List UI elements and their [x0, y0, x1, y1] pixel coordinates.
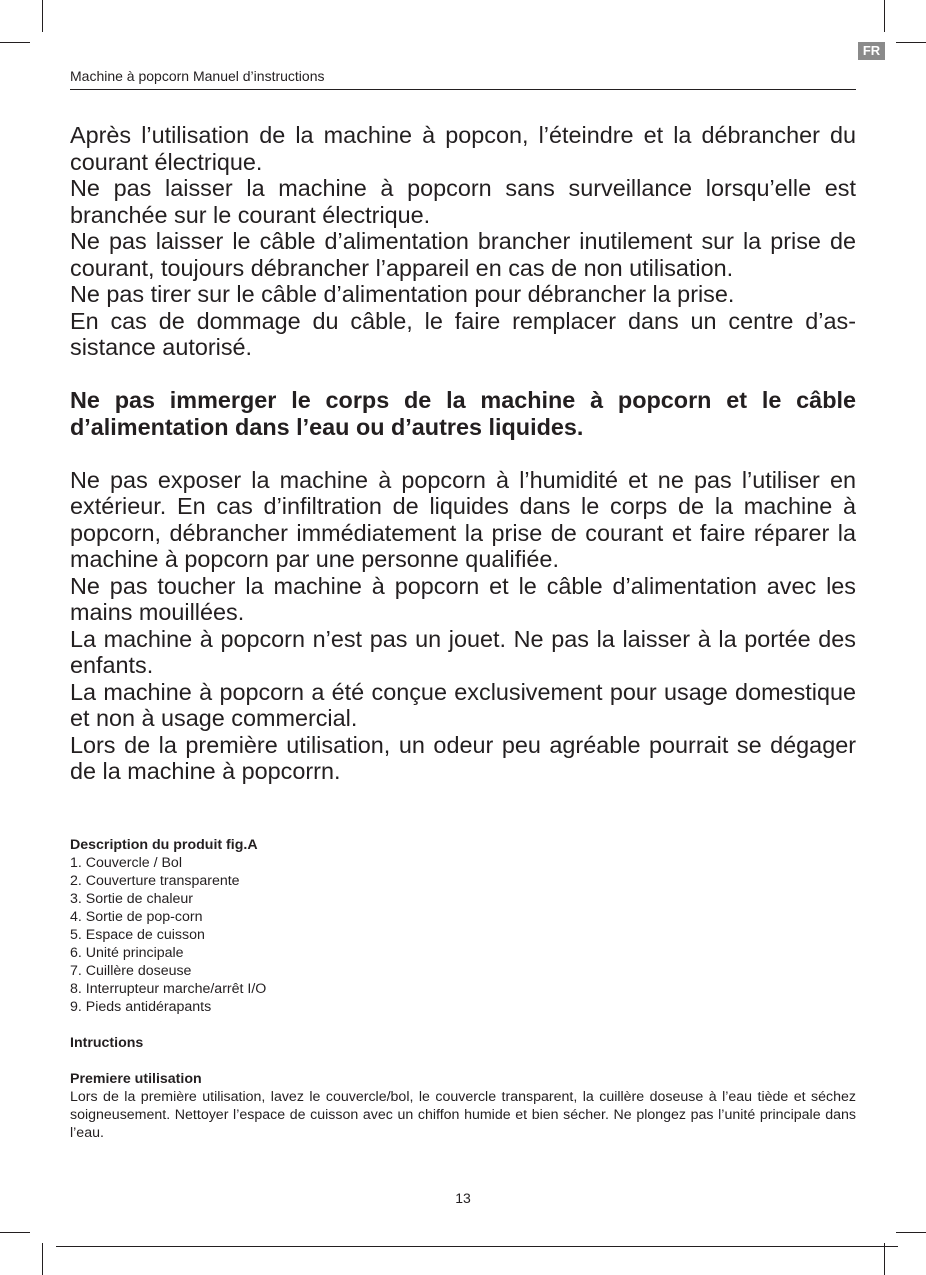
list-item: 9. Pieds antidérapants: [70, 999, 212, 1015]
header-title: Machine à popcorn Manuel d’instructions: [70, 68, 325, 84]
list-item: 8. Interrupteur marche/arrêt I/O: [70, 981, 267, 997]
safety-paragraph: Après l’utilisation de la machine à popcon, l’éteindre et la débrancher du courant électrique.: [70, 122, 856, 175]
page-number: 13: [455, 1190, 471, 1206]
safety-paragraph: Lors de la première utilisation, un odeur peu agréable pourrait se dégager de la machine à popcorrn.: [70, 731, 856, 784]
list-item: 5. Espace de cuisson: [70, 927, 205, 943]
list-item: 2. Couverture transparente: [70, 873, 240, 889]
safety-paragraph: Ne pas laisser le câble d’alimentation brancher inutilement sur la prise de courant, toujours débrancher l’appareil en cas de non utilisation.: [70, 228, 856, 281]
language-badge: FR: [858, 42, 885, 60]
immersion-warning: Ne pas immerger le corps de la machine à popcorn et le câble d’alimentation dans l’eau ou d’autres liquides.: [70, 387, 856, 440]
product-section: [70, 836, 856, 1142]
list-item: 7. Cuillère doseuse: [70, 963, 192, 979]
crop-mark: [896, 42, 926, 43]
list-item: 6. Unité principale: [70, 945, 184, 961]
crop-mark: [896, 1232, 926, 1233]
safety-paragraph: En cas de dommage du câble, le faire remplacer dans un centre d’assistance autorisé.: [70, 307, 856, 360]
footer-divider: [56, 1246, 898, 1247]
crop-mark: [0, 42, 30, 43]
product-description-heading: Description du produit fig.A: [70, 837, 258, 853]
crop-mark: [42, 0, 43, 32]
safety-paragraph: La machine à popcorn n’est pas un jouet. Ne pas la laisser à la portée des enfants.: [70, 625, 856, 678]
list-item: 1. Couvercle / Bol: [70, 855, 182, 871]
list-item: 4. Sortie de pop-corn: [70, 909, 203, 925]
safety-paragraph: Ne pas laisser la machine à popcorn sans surveillance lorsqu’elle est branchée sur le courant électrique.: [70, 175, 856, 228]
safety-paragraph: Ne pas tirer sur le câble d’alimentation pour débrancher la prise.: [70, 281, 735, 307]
instructions-heading: Intructions: [70, 1035, 144, 1051]
safety-paragraph: Ne pas exposer la machine à popcorn à l’humidité et ne pas l’utiliser en extérieur. En cas d’infiltration de liquides dans le corps de la machine à popcorn, débrancher immédiatement la prise de courant et faire réparer la machine à popcorn par une personne qualifiée.: [70, 466, 856, 572]
safety-paragraph: Ne pas toucher la machine à popcorn et le câble d’alimentation avec les mains mouillées.: [70, 572, 856, 625]
crop-mark: [884, 0, 885, 32]
crop-mark: [0, 1232, 30, 1233]
header-divider: [70, 89, 856, 90]
crop-mark: [884, 1243, 885, 1275]
first-use-text: Lors de la première utilisation, lavez le couvercle/bol, le couvercle transparent, la cuillère doseuse à l’eau tiède et séchez soigneusement. Nettoyer l’espace de cuisson avec un chiffon humide et bien sécher. Ne plongez pas l’unité principale dans l’eau.: [70, 1089, 856, 1141]
safety-section: [70, 122, 856, 785]
list-item: 3. Sortie de chaleur: [70, 891, 194, 907]
crop-mark: [42, 1243, 43, 1275]
safety-paragraph: La machine à popcorn a été conçue exclusivement pour usage domestique et non à usage commercial.: [70, 678, 856, 731]
first-use-heading: Premiere utilisation: [70, 1071, 202, 1087]
